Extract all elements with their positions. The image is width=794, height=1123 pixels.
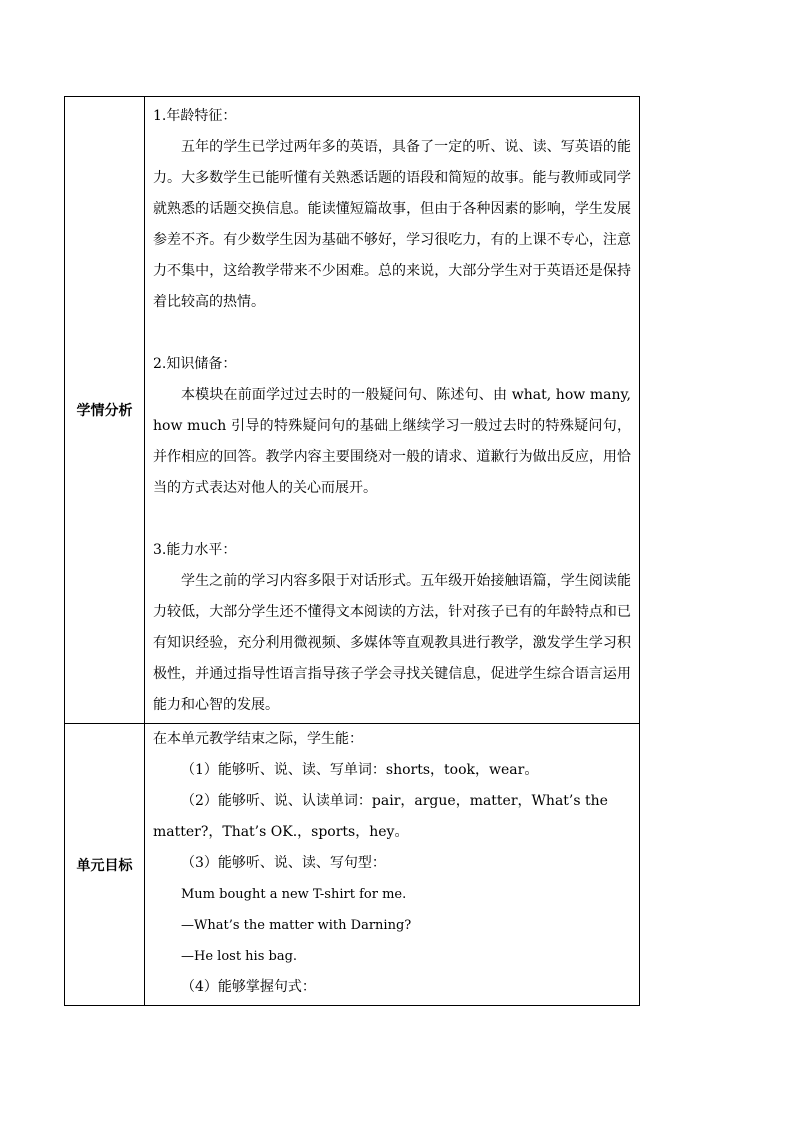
ability-heading: 3.能力水平： (153, 542, 237, 558)
goals-label: 单元目标 (65, 724, 145, 1006)
goal-item-3: （3）能够听、说、读、写句型： (181, 855, 386, 871)
knowledge-heading: 2.知识储备： (153, 356, 237, 372)
situation-content (145, 97, 640, 724)
goal-sentence-1: Mum bought a new T-shirt for me. (181, 887, 407, 902)
goals-intro: 在本单元教学结束之际，学生能： (153, 731, 363, 747)
ability-text: 学生之前的学习内容多限于对话形式。五年级开始接触语篇，学生阅读能力较低，大部分学生还不懂得文本阅读的方法，针对孩子已有的年龄特点和已有知识经验，充分利用微视频、多媒体等直观教具进行教学，激发学生学习积极性，并通过指导性语言指导孩子学会寻找关键信息，促进学生综合语言运用能力和心智的发展。 (153, 573, 631, 713)
goals-content (145, 724, 640, 1006)
goal-item-2-continued: matter?，That’s OK.，sports，hey。 (153, 824, 409, 840)
situation-row (65, 97, 640, 724)
goal-sentence-2: —What’s the matter with Darning? (181, 918, 412, 933)
knowledge-text: 本模块在前面学过过去时的一般疑问句、陈述句、由 what, how many, how much 引导的特殊疑问句的基础上继续学习一般过去时的特殊疑问句，并作相应的回答。教学内容主要围绕对一般的请求、道歉行为做出反应，用恰当的方式表达对他人的关心而展开。 (153, 387, 631, 496)
goals-row (65, 724, 640, 1006)
age-text: 五年的学生已学过两年多的英语，具备了一定的听、说、读、写英语的能力。大多数学生已能听懂有关熟悉话题的语段和简短的故事。能与教师或同学就熟悉的话题交换信息。能读懂短篇故事，但由于各种因素的影响，学生发展参差不齐。有少数学生因为基础不够好，学习很吃力，有的上课不专心，注意力不集中，这给教学带来不少困难。总的来说，大部分学生对于英语还是保持着比较高的热情。 (153, 139, 631, 310)
goal-item-2: （2）能够听、说、认读单词：pair，argue，matter，What’s the (181, 793, 608, 809)
goal-sentence-3: —He lost his bag. (181, 949, 298, 964)
situation-label: 学情分析 (65, 97, 145, 724)
goal-item-4: （4）能够掌握句式： (181, 979, 316, 995)
lesson-plan-table (64, 96, 640, 1006)
goal-item-1: （1）能够听、说、读、写单词：shorts，took，wear。 (181, 762, 539, 778)
age-heading: 1.年龄特征： (153, 108, 237, 124)
